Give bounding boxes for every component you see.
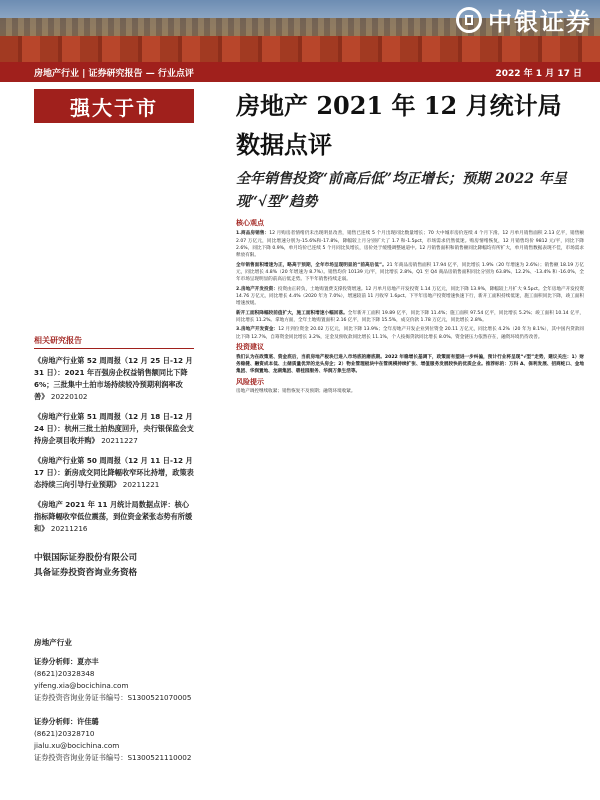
analyst-name-line [34,656,194,668]
report-subtitle: 全年销售投资“前高后低”均正增长；预期 2022 年呈现“√型”趋势 [236,171,567,210]
related-report-date: 20211227 [101,436,138,445]
sector-name: 房地产行业 [34,638,72,647]
core-paragraph [236,326,584,341]
core-paragraph-text: 投资由正转负，土地购置费支撑投资增速。12 月单月房地产开发投资 1.14 万亿元，同比下降 13.9%，降幅较上月扩大 9.5pct。全年房地产开发投资 14.76 万亿元，同比增长 4.4%（2020 年为 7.0%），增速较前 11 月收窄 1.6pct。下半年房地产投资增速快速下行，新开工面积持续低迷，施工面积同比下降，竣工面积增速放缓。 [236,286,584,307]
analyst-name: 许佳璐 [77,717,99,726]
analyst-label: 证券分析师： [34,717,78,726]
analyst-phone: (8621)20328348 [34,669,95,678]
related-report[interactable] [34,455,194,491]
core-paragraph [236,262,584,284]
related-report-title: 《房地产行业第 50 周周报（12 月 11 日-12 月 17 日）：新房成交同比降幅收窄环比持增，政策表态持续三向引导行业预期》 [34,456,194,489]
bank-of-china-logo-icon [456,7,482,33]
analyst-email[interactable]: yifeng.xia@bocichina.com [34,681,129,690]
analyst-cert: 证券投资咨询业务证书编号：S1300521110002 [34,753,192,762]
header-banner [0,0,600,62]
company-name: 中银国际证券股份有限公司 [34,553,138,563]
report-date: 2022 年 1 月 17 日 [495,68,582,79]
analyst-name-line [34,716,194,728]
analyst-name: 夏亦丰 [77,657,99,666]
company-qualification: 具备证券投资咨询业务资格 [34,568,138,578]
analyst-email[interactable]: jialu.xu@bocichina.com [34,741,120,750]
core-paragraph-text: 21 年商品房销售面积 17.94 亿平，同比增长 1.9%（20 年增速为 2.6%）；销售额 18.19 万亿元，同比增长 4.8%（20 年增速为 8.7%）。销售均价 10139 元/平，同比增长 2.8%。Q1 至 Q4 商品房销售面积同比分别为 63.8%、12.2%、-13.4% 和 -16.0%，全年市场呈现明显的前高后低走势。下半年销售持续走弱。 [236,262,585,283]
left-column [34,335,194,764]
core-paragraph-head: 全年销售面积增速为正，略高于预期，全年市场呈现明显的“前高后低”。 [236,262,387,268]
core-paragraph [236,310,584,325]
core-paragraph-head: 3.房地产开发资金： [236,327,279,333]
related-report[interactable] [34,411,194,447]
core-paragraph-head: 1.商品房销售： [236,231,270,237]
related-report[interactable] [34,355,194,403]
related-report-date: 20211216 [50,524,88,533]
report-title: 房地产 2021 年 12 月统计局数据点评 [236,91,562,159]
related-report-title: 《房地产行业第 51 周周报（12 月 18 日-12 月 24 日）：杭州三批土拍热度回升，央行银保监会支持房企项目收并购》 [34,412,194,445]
core-paragraph-text: 全年新开工面积 19.89 亿平，同比下降 11.4%；施工面积 97.54 亿平，同比增长 5.2%；竣工面积 10.14 亿平，同比增长 11.2%。拿地方面，全年土地购置面积 2.16 亿平，同比下降 15.5%，成交价款 1.78 万亿元，同比增长 2.8%。 [236,310,584,324]
rating-badge: 强大于市 [34,89,194,123]
analyst-block [34,637,194,764]
related-report-title: 《房地产 2021 年 11 月统计局数据点评：核心指标降幅收窄低位震荡，到位资金紧张态势有所缓和》 [34,500,193,533]
related-heading: 相关研究报告 [34,335,194,349]
core-paragraph [236,230,584,259]
body-column [236,220,584,397]
core-paragraph-text: 12 月到位资金 20.02 万亿元，同比下降 13.9%；全年房地产开发企业到位资金 20.11 万亿元，同比增长 4.2%（20 年为 8.1%），其中国内贷款同比下降 12.7%，自筹资金同比增长 3.2%，定金及预收款同比增长 11.1%，个人按揭贷款同比增长 8.0%。资金链压力依然存在，融资环境仍待改善。 [236,327,584,340]
risk-text: 房地产调控继续收紧；销售恢复不及预期；融资环境收紧。 [236,388,356,394]
info-bar [0,62,600,82]
core-paragraph-head: 新开工面积降幅较前值扩大，施工面积增速小幅回落。 [236,310,348,316]
related-report[interactable] [34,499,194,535]
core-paragraph [236,286,584,308]
analyst-label: 证券分析师： [34,657,78,666]
analyst-phone: (8621)20328710 [34,729,95,738]
investment-advice-text: 我们认为在政策底、资金底后，当前房地产板块已进入市场底的磨底期。2022 年稳增长基调下，政策面有望进一步纠偏，预计行业将呈现“√型”走势，建议关注：1）财务稳健、融资成本低、土储质量优异的龙头房企；2）物业管理板块中在管规模持续扩张、增值服务发展较快的优质企业。推荐标的：万科 A、保利发展、招商蛇口、金地集团、华润置地、龙湖集团、碧桂园服务、华润万象生活等。 [236,354,584,375]
analyst-cert: 证券投资咨询业务证书编号：S1300521070005 [34,693,192,702]
company-info [34,551,194,581]
related-report-date: 20220102 [50,392,88,401]
brand-name: 中银证券 [488,8,592,36]
core-paragraph-head: 2.房地产开发投资： [236,286,278,292]
investment-advice-heading: 投资建议 [236,343,264,352]
risk-heading: 风险提示 [236,377,264,386]
banner-wall [0,36,600,62]
related-report-title: 《房地产行业第 52 周周报（12 月 25 日-12 月 31 日）：2021 年百强房企权益销售额同比下降 6%；三批集中土拍市场持续较冷预期利润率改善》 [34,356,193,401]
core-views-heading: 核心观点 [236,219,264,227]
report-type: 房地产行业 | 证券研究报告 — 行业点评 [34,68,194,79]
related-report-date: 20211221 [122,480,160,489]
brand [456,2,592,37]
core-paragraph-text: 12 月购房者情绪仍未出现明显改善，销售已连续 5 个月出现同比数量增长；70 大中城市房价连续 4 个月下滑。12 月单月销售面积 2.13 亿平，销售额 2.07 万亿元，同比增速分别为-15.6%和-17.8%，降幅较上月分别扩大了 1.7 和-1.5pct，市场需求仍然低迷。购房情绪恢复，12 月销售均价 9812 元/平，同比下降 2.6%，同比下降 0.9%，单月均价已连续 5 个月同比负增长，房价处于缓慢调整通道中。12 月销售面积和销售额同比降幅均有所扩大，单月销售数据表现不佳，市场需求释放有限。 [236,231,584,259]
